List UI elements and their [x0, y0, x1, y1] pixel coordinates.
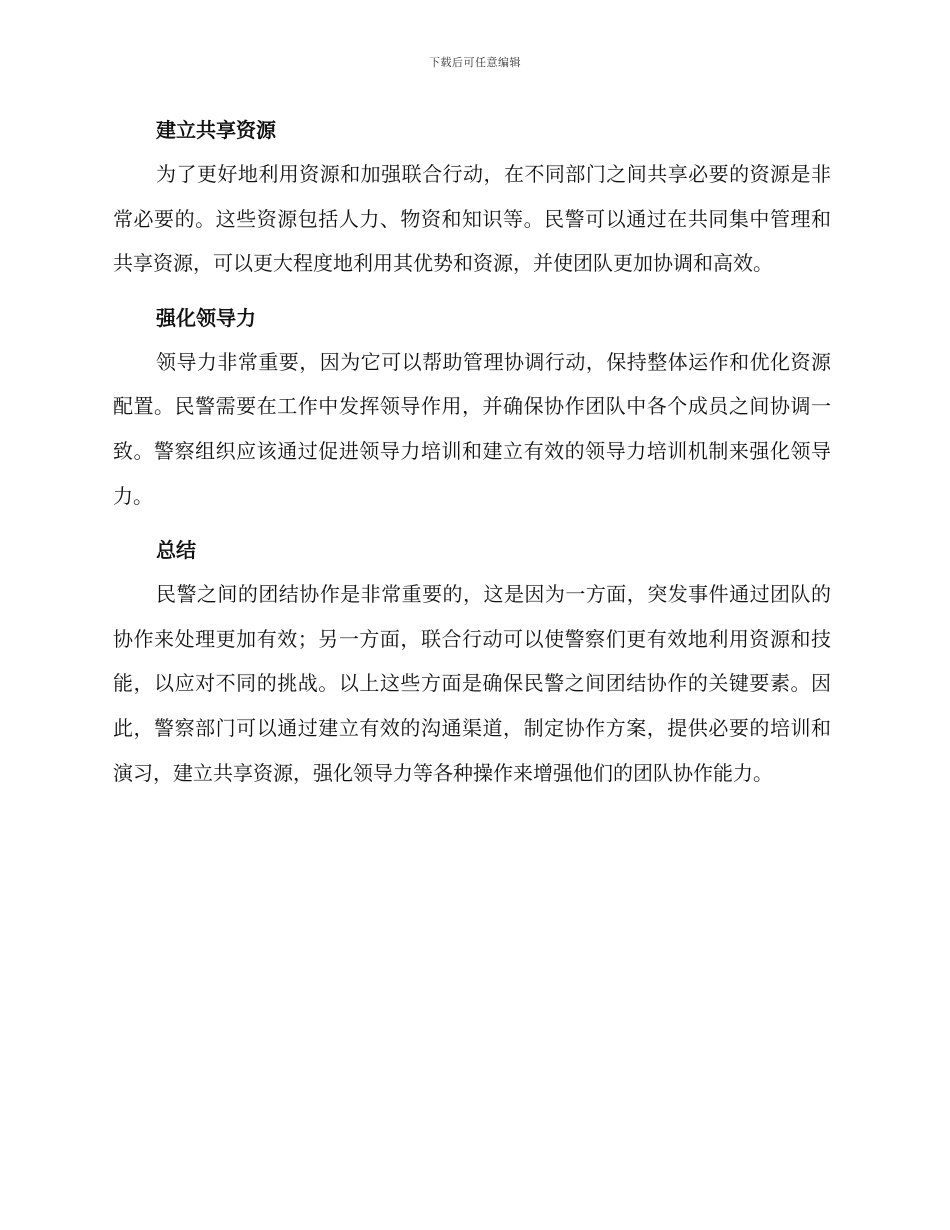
section-leadership	[113, 296, 831, 518]
section-paragraph: 为了更好地利用资源和加强联合行动，在不同部门之间共享必要的资源是非常必要的。这些资源包括人力、物资和知识等。民警可以通过在共同集中管理和共享资源，可以更大程度地利用其优势和资源，并使团队更加协调和高效。	[113, 162, 831, 276]
section-shared-resources	[113, 108, 831, 286]
document-content	[113, 108, 831, 805]
page-header-note: 下载后可任意编辑	[429, 56, 521, 69]
section-heading: 总结	[156, 538, 196, 563]
section-paragraph: 民警之间的团结协作是非常重要的，这是因为一方面，突发事件通过团队的协作来处理更加有效；另一方面，联合行动可以使警察们更有效地利用资源和技能，以应对不同的挑战。以上这些方面是确保民警之间团结协作的关键要素。因此，警察部门可以通过建立有效的沟通渠道，制定协作方案，提供必要的培训和演习，建立共享资源，强化领导力等各种操作来增强他们的团队协作能力。	[113, 582, 831, 785]
section-heading: 强化领导力	[156, 305, 256, 330]
section-paragraph: 领导力非常重要，因为它可以帮助管理协调行动，保持整体运作和优化资源配置。民警需要在工作中发挥领导作用，并确保协作团队中各个成员之间协调一致。警察组织应该通过促进领导力培训和建立有效的领导力培训机制来强化领导力。	[113, 349, 831, 508]
section-heading: 建立共享资源	[156, 118, 276, 142]
section-summary	[113, 528, 831, 795]
